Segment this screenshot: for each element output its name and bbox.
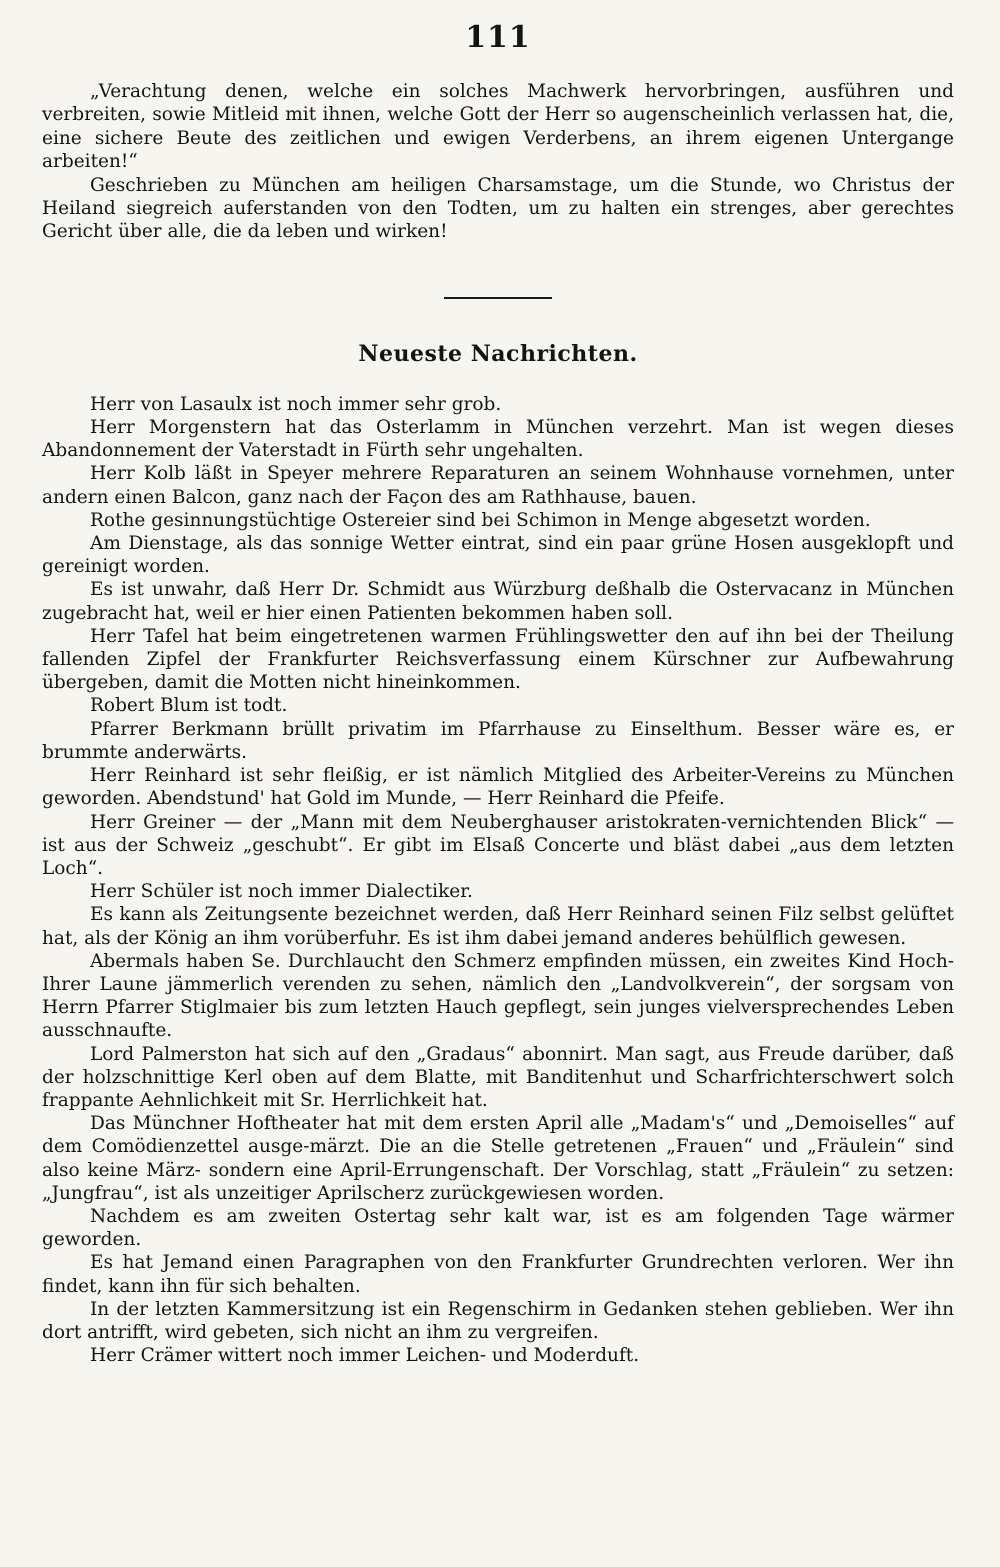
section-title: Neueste Nachrichten.	[358, 340, 638, 367]
intro-section	[42, 80, 954, 244]
news-item: Das Münchner Hoftheater hat mit dem ersten April alle „Madam's“ und „Demoiselles“ auf dem Comödienzettel ausge-märzt. Die an die Stelle getretenen „Frauen“ und „Fräulein“ sind also keine März- sondern eine April-Errungenschaft. Der Vorschlag, statt „Fräulein“ zu setzen: „Jungfrau“, ist als unzeitiger Aprilscherz zurückgewiesen worden.	[42, 1113, 954, 1204]
newspaper-page	[42, 18, 954, 1548]
news-item: Nachdem es am zweiten Ostertag sehr kalt war, ist es am folgenden Tage wärmer geworden.	[42, 1205, 954, 1251]
section-divider	[444, 297, 552, 299]
news-item: Robert Blum ist todt.	[90, 695, 288, 717]
news-item: Pfarrer Berkmann brüllt privatim im Pfarrhause zu Einselthum. Besser wäre es, er brummte anderwärts.	[42, 718, 954, 763]
news-item: Herr Tafel hat beim eingetretenen warmen Frühlingswetter den auf ihn bei der Theilung fallenden Zipfel der Frankfurter Reichsverfassung einem Kürschner zur Aufbewahrung übergeben, damit die Motten nicht hineinkommen.	[42, 625, 954, 694]
news-item: Es kann als Zeitungsente bezeichnet werden, daß Herr Reinhard seinen Filz selbst gelüftet hat, als der König an ihm vorüberfuhr. Es ist ihm dabei jemand anderes behülflich gewesen.	[42, 904, 954, 949]
news-item: Herr von Lasaulx ist noch immer sehr grob.	[90, 393, 502, 415]
news-item: Herr Schüler ist noch immer Dialectiker.	[90, 881, 473, 903]
news-item: Lord Palmerston hat sich auf den „Gradaus“ abonnirt. Man sagt, aus Freude darüber, daß der holzschnittige Kerl oben auf dem Blatte, mit Banditenhut und Scharfrichterschwert solch frappante Aehnlichkeit mit Sr. Herrlichkeit hat.	[42, 1043, 954, 1111]
news-item: Rothe gesinnungstüchtige Ostereier sind bei Schimon in Menge abgesetzt worden.	[90, 509, 871, 531]
news-item: Herr Morgenstern hat das Osterlamm in München verzehrt. Man ist wegen dieses Abandonnement der Vaterstadt in Fürth sehr ungehalten.	[42, 417, 954, 462]
news-item: Herr Kolb läßt in Speyer mehrere Reparaturen an seinem Wohnhause vornehmen, unter andern einen Balcon, ganz nach der Façon des am Rathhause, bauen.	[42, 463, 954, 508]
news-item: In der letzten Kammersitzung ist ein Regenschirm in Gedanken stehen geblieben. Wer ihn dort antrifft, wird gebeten, sich nicht an ihm zu vergreifen.	[42, 1298, 954, 1343]
news-item: Herr Reinhard ist sehr fleißig, er ist nämlich Mitglied des Arbeiter-Vereins zu München geworden. Abendstund' hat Gold im Munde, — Herr Reinhard die Pfeife.	[42, 765, 954, 810]
news-item: Herr Crämer wittert noch immer Leichen- und Moderduft.	[90, 1345, 640, 1367]
intro-paragraph-1: „Verachtung denen, welche ein solches Machwerk hervorbringen, ausführen und verbreiten, sowie Mitleid mit ihnen, welche Gott der Herr so augenscheinlich verlassen hat, die, eine sichere Beute des zeitlichen und ewigen Verderbens, an ihrem eigenen Untergange arbeiten!“	[42, 81, 954, 173]
news-item: Abermals haben Se. Durchlaucht den Schmerz empfinden müssen, ein zweites Kind Hoch-Ihrer Laune jämmerlich verenden zu sehen, nämlich den „Landvolkverein“, der sorgsam von Herrn Pfarrer Stiglmaier bis zum letzten Hauch gepflegt, sein junges vielversprechendes Leben ausschnaufte.	[42, 950, 954, 1042]
page-number: 111	[465, 20, 531, 55]
news-item: Am Dienstage, als das sonnige Wetter eintrat, sind ein paar grüne Hosen ausgeklopft und gereinigt worden.	[42, 533, 954, 578]
news-item: Herr Greiner — der „Mann mit dem Neuberghauser aristokraten-vernichtenden Blick“ — ist aus der Schweiz „geschubt“. Er gibt im Elsaß Concerte und bläst dabei „aus dem letzten Loch“.	[42, 811, 954, 879]
news-list	[42, 393, 954, 1368]
intro-paragraph-2: Geschrieben zu München am heiligen Charsamstage, um die Stunde, wo Christus der Heiland siegreich auferstanden von den Todten, um zu halten ein strenges, aber gerechtes Gericht über alle, die da leben und wirken!	[42, 174, 954, 243]
news-item: Es hat Jemand einen Paragraphen von den Frankfurter Grundrechten verloren. Wer ihn findet, kann ihn für sich behalten.	[42, 1252, 954, 1297]
news-item: Es ist unwahr, daß Herr Dr. Schmidt aus Würzburg deßhalb die Ostervacanz in München zugebracht hat, weil er hier einen Patienten bekommen haben soll.	[42, 579, 954, 624]
